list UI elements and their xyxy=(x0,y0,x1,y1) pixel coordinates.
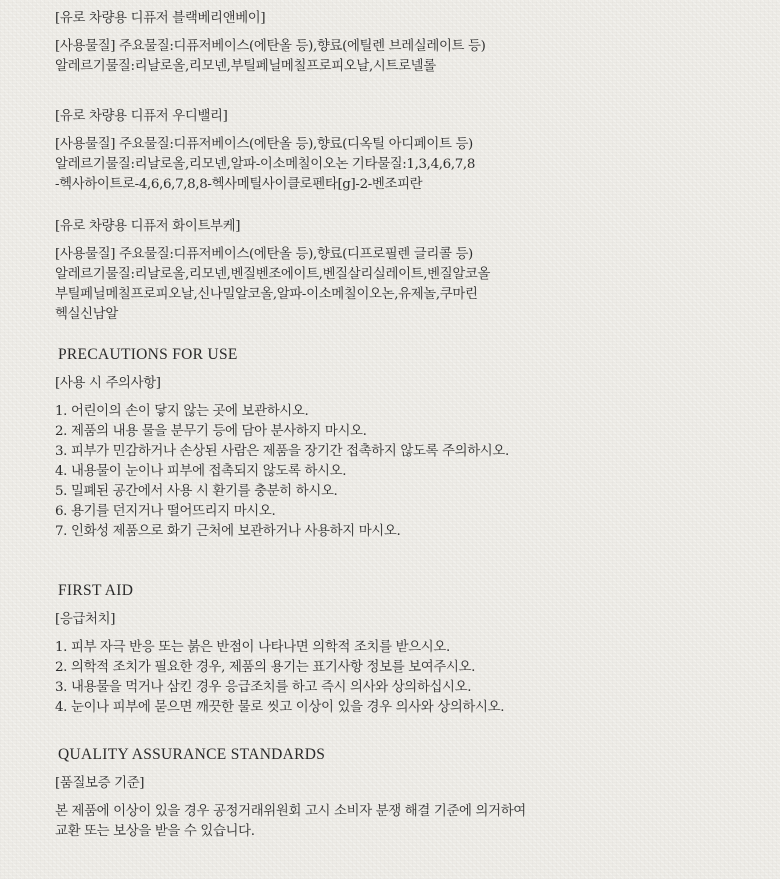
precautions-subheading: [사용 시 주의사항] xyxy=(55,376,161,391)
first-aid-item: 3. 내용물을 먹거나 삼킨 경우 응급조치를 하고 즉시 의사와 상의하십시오. xyxy=(55,680,472,695)
quality-section xyxy=(55,774,770,842)
allergens-line: 알레르기물질:리날로올,리모넨,알파-이소메칠이오논 기타물질:1,3,4,6,7,8 xyxy=(55,157,475,172)
precautions-heading: PRECAUTIONS FOR USE xyxy=(58,346,238,363)
ingredients-line: [사용물질] 주요물질:디퓨저베이스(에탄올 등),향료(디프로필렌 글리콜 등) xyxy=(55,247,473,262)
precaution-item: 7. 인화성 제품으로 화기 근처에 보관하거나 사용하지 마시오. xyxy=(55,524,401,539)
first-aid-item: 2. 의학적 조치가 필요한 경우, 제품의 용기는 표기사항 정보를 보여주시오. xyxy=(55,660,476,675)
product-title: [유로 차량용 디퓨저 화이트부케] xyxy=(55,219,241,234)
quality-subheading: [품질보증 기준] xyxy=(55,776,145,791)
allergens-line: 알레르기물질:리날로올,리모넨,벤질벤조에이트,벤질살리실레이트,벤질알코올 xyxy=(55,267,491,282)
precaution-item: 3. 피부가 민감하거나 손상된 사람은 제품을 장기간 접촉하지 않도록 주의하시오. xyxy=(55,444,509,459)
product-title: [유로 차량용 디퓨저 우디밸리] xyxy=(55,109,228,124)
precaution-item: 5. 밀폐된 공간에서 사용 시 환기를 충분히 하시오. xyxy=(55,484,338,499)
first-aid-item: 4. 눈이나 피부에 묻으면 깨끗한 물로 씻고 이상이 있을 경우 의사와 상의하시오. xyxy=(55,700,505,715)
first-aid-subheading: [응급처치] xyxy=(55,612,116,627)
first-aid-item: 1. 피부 자극 반응 또는 붉은 반점이 나타나면 의학적 조치를 받으시오. xyxy=(55,640,450,655)
precautions-section xyxy=(55,374,770,542)
first-aid-section xyxy=(55,610,770,718)
allergens-line: 헥실신남알 xyxy=(55,307,118,322)
ingredients-line: [사용물질] 주요물질:디퓨저베이스(에탄올 등),향료(디옥틸 아디페이트 등) xyxy=(55,137,473,152)
allergens-line: 부틸페닐메칠프로피오날,신나밀알코올,알파-이소메칠이오논,유제놀,쿠마린 xyxy=(55,287,478,302)
product-section-woody-valley xyxy=(55,107,770,195)
quality-text-line: 본 제품에 이상이 있을 경우 공정거래위원회 고시 소비자 분쟁 해결 기준에 의거하여 xyxy=(55,804,526,819)
precaution-item: 6. 용기를 던지거나 떨어뜨리지 마시오. xyxy=(55,504,276,519)
allergens-line: 알레르기물질:리날로올,리모넨,부틸페닐메칠프로피오날,시트로넬롤 xyxy=(55,59,436,74)
other-substances-line: -헥사하이트로-4,6,6,7,8,8-헥사메틸사이클로펜타[g]-2-벤조피란 xyxy=(55,177,423,192)
quality-text-line: 교환 또는 보상을 받을 수 있습니다. xyxy=(55,824,255,839)
precaution-item: 1. 어린이의 손이 닿지 않는 곳에 보관하시오. xyxy=(55,404,309,419)
product-section-white-bouquet xyxy=(55,217,770,325)
ingredients-line: [사용물질] 주요물질:디퓨저베이스(에탄올 등),향료(에틸렌 브레실레이트 등) xyxy=(55,39,486,54)
first-aid-heading: FIRST AID xyxy=(58,582,134,599)
product-section-blackberry-bay xyxy=(55,9,770,77)
quality-heading: QUALITY ASSURANCE STANDARDS xyxy=(58,746,326,763)
product-title: [유로 차량용 디퓨저 블랙베리앤베이] xyxy=(55,11,266,26)
precaution-item: 2. 제품의 내용 물을 분무기 등에 담아 분사하지 마시오. xyxy=(55,424,367,439)
precaution-item: 4. 내용물이 눈이나 피부에 접촉되지 않도록 하시오. xyxy=(55,464,347,479)
